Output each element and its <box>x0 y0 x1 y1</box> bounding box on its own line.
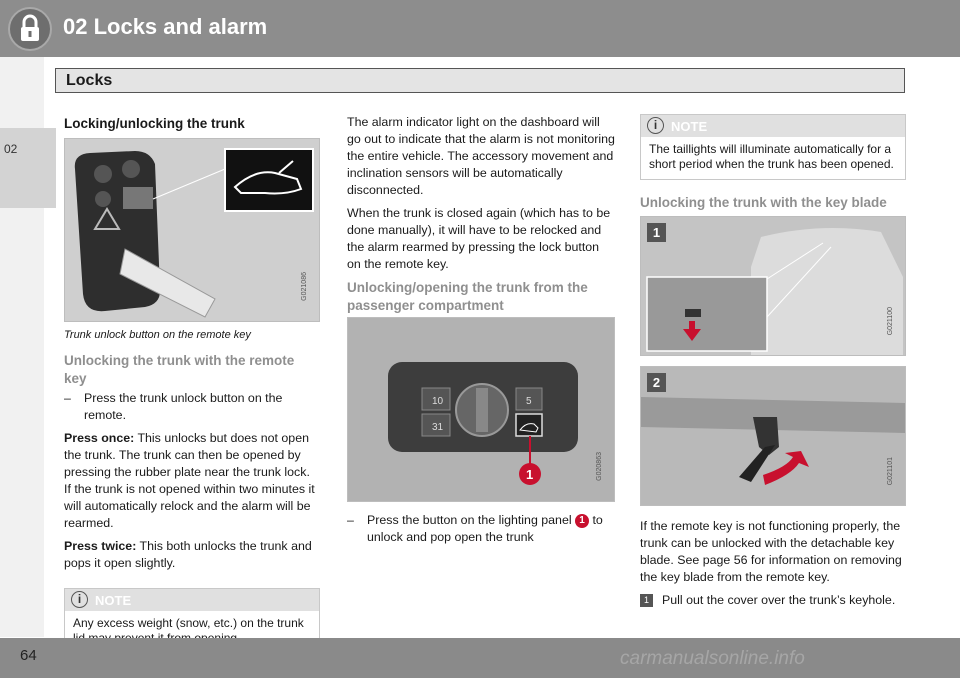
note-text: The taillights will illuminate automatically for a short period when the trunk has been opened. <box>649 142 894 171</box>
note-title: NOTE <box>671 119 708 134</box>
page-number: 64 <box>20 647 37 664</box>
step-badge-1: 1 <box>640 594 653 607</box>
lock-icon <box>8 7 52 51</box>
note-title: NOTE <box>95 593 132 608</box>
column-1 <box>64 115 320 654</box>
alarm-paragraph: The alarm indicator light on the dashboard will go out to indicate that the alarm is not monitoring the entire vehicle. The accessory movement and inclination sensors will be automatically disconnected. <box>347 115 615 197</box>
key-blade-paragraph: If the remote key is not functioning properly, the trunk can be unlocked with the detachable key blade. See page 56 for information on removing the key blade from the remote key. <box>640 519 902 584</box>
figure-code: G020863 <box>596 452 603 481</box>
figure-code: G021101 <box>887 456 894 485</box>
subheading-passenger-compartment: Unlocking/opening the trunk from the passenger compartment <box>347 280 588 313</box>
press-once-paragraph <box>64 430 320 532</box>
chapter-header <box>0 0 960 57</box>
info-icon: i <box>71 591 88 608</box>
press-twice-paragraph <box>64 538 320 572</box>
step-press-lighting-panel <box>347 512 615 546</box>
chapter-title: 02 Locks and alarm <box>63 14 268 39</box>
press-twice-label: Press twice: <box>64 539 137 553</box>
heading-locking-trunk: Locking/unlocking the trunk <box>64 116 245 131</box>
panel-label-10: 10 <box>432 396 444 407</box>
note-header <box>65 589 319 611</box>
info-icon: i <box>647 117 664 134</box>
step-dash: – <box>64 391 71 405</box>
subheading-key-blade: Unlocking the trunk with the key blade <box>640 195 887 210</box>
step-dash: – <box>347 513 354 527</box>
section-title: Locks <box>66 72 113 89</box>
callout-badge: 1 <box>575 514 589 528</box>
step-text: Pull out the cover over the trunk’s keyhole. <box>662 593 896 607</box>
step-press-unlock <box>64 390 320 424</box>
page-footer <box>0 638 960 678</box>
side-tab-label: 02 <box>4 142 18 156</box>
column-3 <box>640 110 906 615</box>
press-twice-text: This both unlocks the trunk and pops it open slightly. <box>64 539 312 570</box>
note-text: Any excess weight (snow, etc.) on the trunk <box>73 616 304 630</box>
relock-paragraph: When the trunk is closed again (which has to be done manually), it will have to be relocked and the alarm rearmed by pressing the lock button on the remote key. <box>347 206 611 271</box>
panel-label-5: 5 <box>526 396 532 407</box>
subheading-remote-key: Unlocking the trunk with the remote key <box>64 353 295 386</box>
figure-caption: Trunk unlock button on the remote key <box>64 329 251 341</box>
panel-label-31: 31 <box>432 422 444 433</box>
figure-code: G021100 <box>887 306 894 335</box>
section-bar <box>55 68 905 93</box>
step-text-post: to unlock and pop open the trunk <box>367 513 603 544</box>
figure-code: G021086 <box>301 272 308 301</box>
step-text: Press the trunk unlock button on the remote. <box>84 391 283 422</box>
watermark: carmanualsonline.info <box>620 648 805 669</box>
note-header <box>641 115 905 137</box>
key-blade-figure <box>640 366 906 506</box>
step-badge-2: 2 <box>647 373 666 392</box>
step-text-pre: Press the button on the lighting panel <box>367 513 576 527</box>
press-once-label: Press once: <box>64 431 135 445</box>
step-badge-1: 1 <box>647 223 666 242</box>
column-2 <box>347 114 615 552</box>
press-once-text: This unlocks but does not open the trunk. The trunk can then be opened by pressing the rubber plate near the trunk lock. If the trunk is not opened within two minutes it will automatically relock and the alarm will be rearmed. <box>64 431 315 530</box>
remote-key-figure <box>64 138 320 322</box>
trunk-keyhole-figure <box>640 216 906 356</box>
step-pull-cover <box>640 592 906 609</box>
figure-callout-1: 1 <box>526 467 534 482</box>
lighting-panel-figure <box>347 317 615 502</box>
chapter-side-tab <box>0 128 56 208</box>
note-box <box>640 114 906 180</box>
